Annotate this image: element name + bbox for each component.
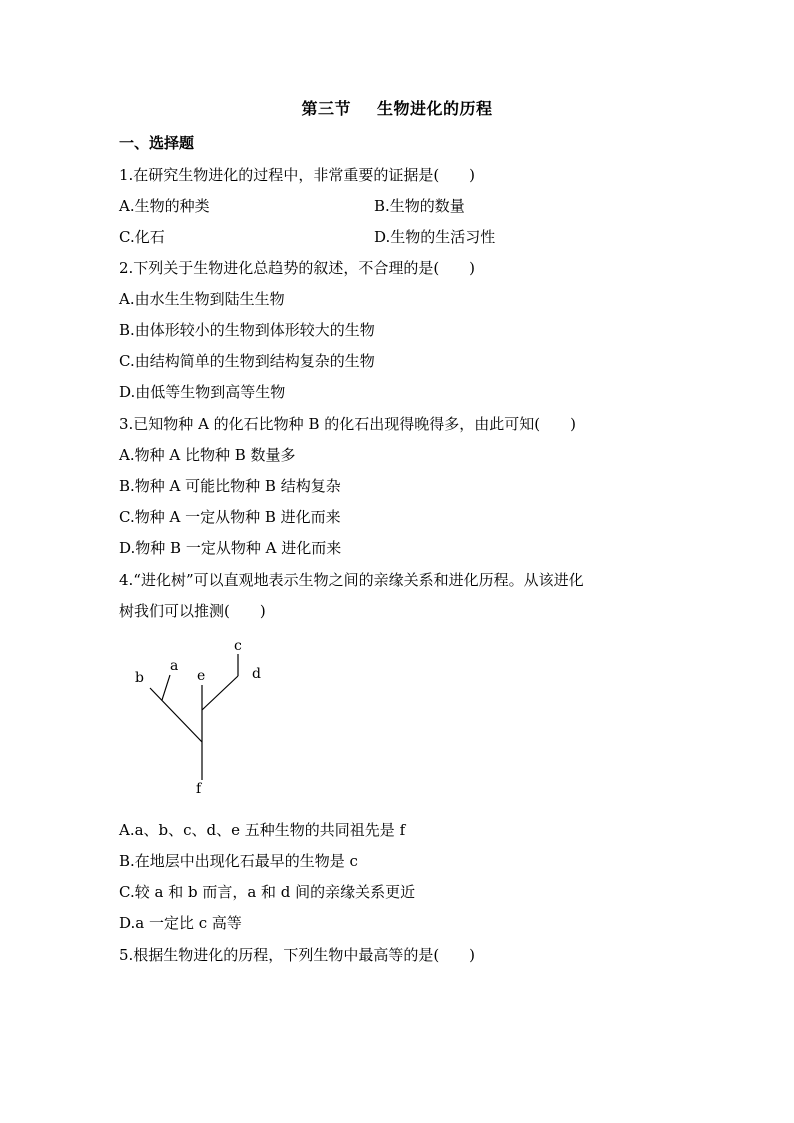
q2-option-a: A.由水生生物到陆生生物 bbox=[119, 290, 285, 308]
q1-option-b: B.生物的数量 bbox=[374, 197, 465, 215]
q3-option-b: B.物种 A 可能比物种 B 结构复杂 bbox=[119, 477, 341, 495]
q2-option-c: C.由结构简单的生物到结构复杂的生物 bbox=[119, 352, 375, 370]
tree-label-b: b bbox=[135, 670, 144, 686]
q4-stem-line1: 4.“进化树”可以直观地表示生物之间的亲缘关系和进化历程。从该进化 bbox=[119, 571, 584, 589]
tree-branch-cd bbox=[202, 676, 238, 710]
tree-label-c: c bbox=[234, 638, 242, 654]
q4-option-d: D.a 一定比 c 高等 bbox=[119, 914, 242, 932]
q3-option-d: D.物种 B 一定从物种 A 进化而来 bbox=[119, 539, 342, 557]
q3-option-c: C.物种 A 一定从物种 B 进化而来 bbox=[119, 508, 341, 526]
q2-option-b: B.由体形较小的生物到体形较大的生物 bbox=[119, 321, 375, 339]
q5-stem: 5.根据生物进化的历程，下列生物中最高等的是( ) bbox=[119, 946, 476, 964]
q2-stem: 2.下列关于生物进化总趋势的叙述，不合理的是( ) bbox=[119, 259, 476, 277]
tree-label-a: a bbox=[170, 658, 179, 674]
section-heading: 一、选择题 bbox=[119, 134, 195, 152]
q3-stem: 3.已知物种 A 的化石比物种 B 的化石出现得晚得多，由此可知( ) bbox=[119, 415, 576, 433]
q4-option-a: A.a、b、c、d、e 五种生物的共同祖先是 f bbox=[119, 821, 406, 839]
title-section-number: 第三节 bbox=[301, 99, 351, 118]
tree-label-f: f bbox=[196, 781, 202, 797]
evolution-tree-diagram bbox=[120, 630, 280, 800]
q1-stem: 1.在研究生物进化的过程中，非常重要的证据是( ) bbox=[119, 166, 476, 184]
q2-option-d: D.由低等生物到高等生物 bbox=[119, 383, 286, 401]
tree-label-e: e bbox=[197, 668, 206, 684]
tree-branch-left bbox=[150, 688, 202, 742]
q4-option-b: B.在地层中出现化石最早的生物是 c bbox=[119, 852, 358, 870]
q3-option-a: A.物种 A 比物种 B 数量多 bbox=[119, 446, 296, 464]
q4-stem-line2: 树我们可以推测( ) bbox=[119, 602, 266, 620]
tree-branch-a bbox=[162, 675, 170, 700]
q4-option-c: C.较 a 和 b 而言，a 和 d 间的亲缘关系更近 bbox=[119, 883, 416, 901]
title-topic: 生物进化的历程 bbox=[377, 99, 493, 118]
page-title bbox=[0, 96, 794, 119]
q1-option-c: C.化石 bbox=[119, 228, 165, 246]
tree-label-d: d bbox=[252, 666, 261, 682]
q1-option-d: D.生物的生活习性 bbox=[374, 228, 496, 246]
q1-option-a: A.生物的种类 bbox=[119, 197, 210, 215]
